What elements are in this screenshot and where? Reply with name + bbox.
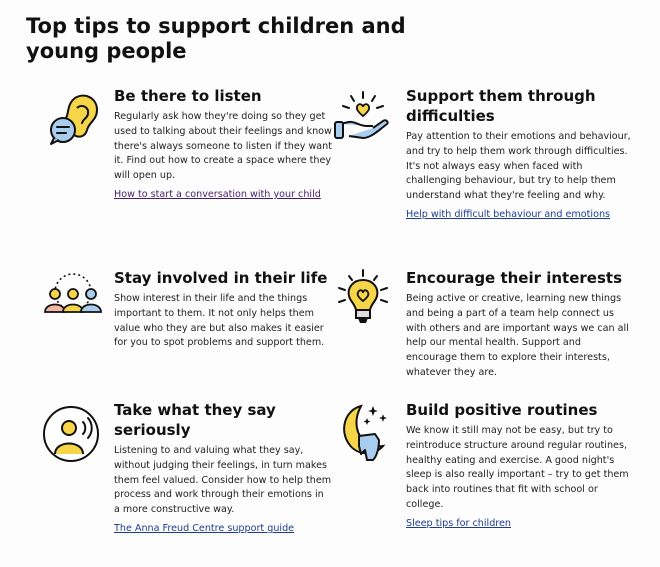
difficult-behaviour-link[interactable]: Help with difficult behaviour and emotions bbox=[406, 208, 611, 220]
tip-title: Take what they say seriously bbox=[114, 401, 276, 439]
tip-title: Support them through difficulties bbox=[406, 87, 596, 125]
tip-title: Encourage their interests bbox=[406, 269, 622, 287]
hand-heart-icon bbox=[333, 86, 397, 150]
tip-text: Listening to and valuing what they say, without judging their feelings, in turn makes them feel valued. Consider how to help them process and work through their emotions in a more constructive way. bbox=[114, 445, 332, 516]
tip-text: Show interest in their life and the things important to them. It not only helps them value who they are but also makes it easier for you to spot problems and support them. bbox=[114, 293, 325, 349]
sleep-tips-link[interactable]: Sleep tips for children bbox=[406, 517, 511, 529]
conversation-link[interactable]: How to start a conversation with your child bbox=[114, 188, 321, 200]
tip-text: Pay attention to their emotions and behaviour, and try to help them work through difficulties. It's not always easy when faced with challenging behaviour, but try to help them understand what they're feeling and why. bbox=[406, 131, 631, 202]
tip-text: Being active or creative, learning new things and being a part of a team help connect us with others and are important ways we can all help our mental health. Support and encourage them to explore their interests, whatever they are. bbox=[406, 293, 629, 378]
page-title: Top tips to support children and young people bbox=[26, 14, 406, 63]
tip-title: Build positive routines bbox=[406, 401, 598, 419]
anna-freud-link[interactable]: The Anna Freud Centre support guide bbox=[114, 522, 295, 534]
tip-text: We know it still may not be easy, but try to reintroduce structure around regular routines, healthy eating and exercise. A good night's sleep is also really important – try to get them back into routines that fit with school or college. bbox=[406, 425, 629, 510]
lightbulb-heart-icon bbox=[333, 268, 397, 332]
tip-title: Stay involved in their life bbox=[114, 269, 328, 287]
tip-text: Regularly ask how they're doing so they get used to talking about their feelings and know there's always someone to listen if they want it. Find out how to create a space where they will open up. bbox=[114, 111, 333, 182]
ear-speech-icon bbox=[41, 86, 105, 150]
tip-title: Be there to listen bbox=[114, 87, 262, 105]
group-people-icon bbox=[41, 268, 105, 332]
moon-stars-icon bbox=[333, 400, 397, 464]
person-speaking-icon bbox=[41, 400, 105, 464]
